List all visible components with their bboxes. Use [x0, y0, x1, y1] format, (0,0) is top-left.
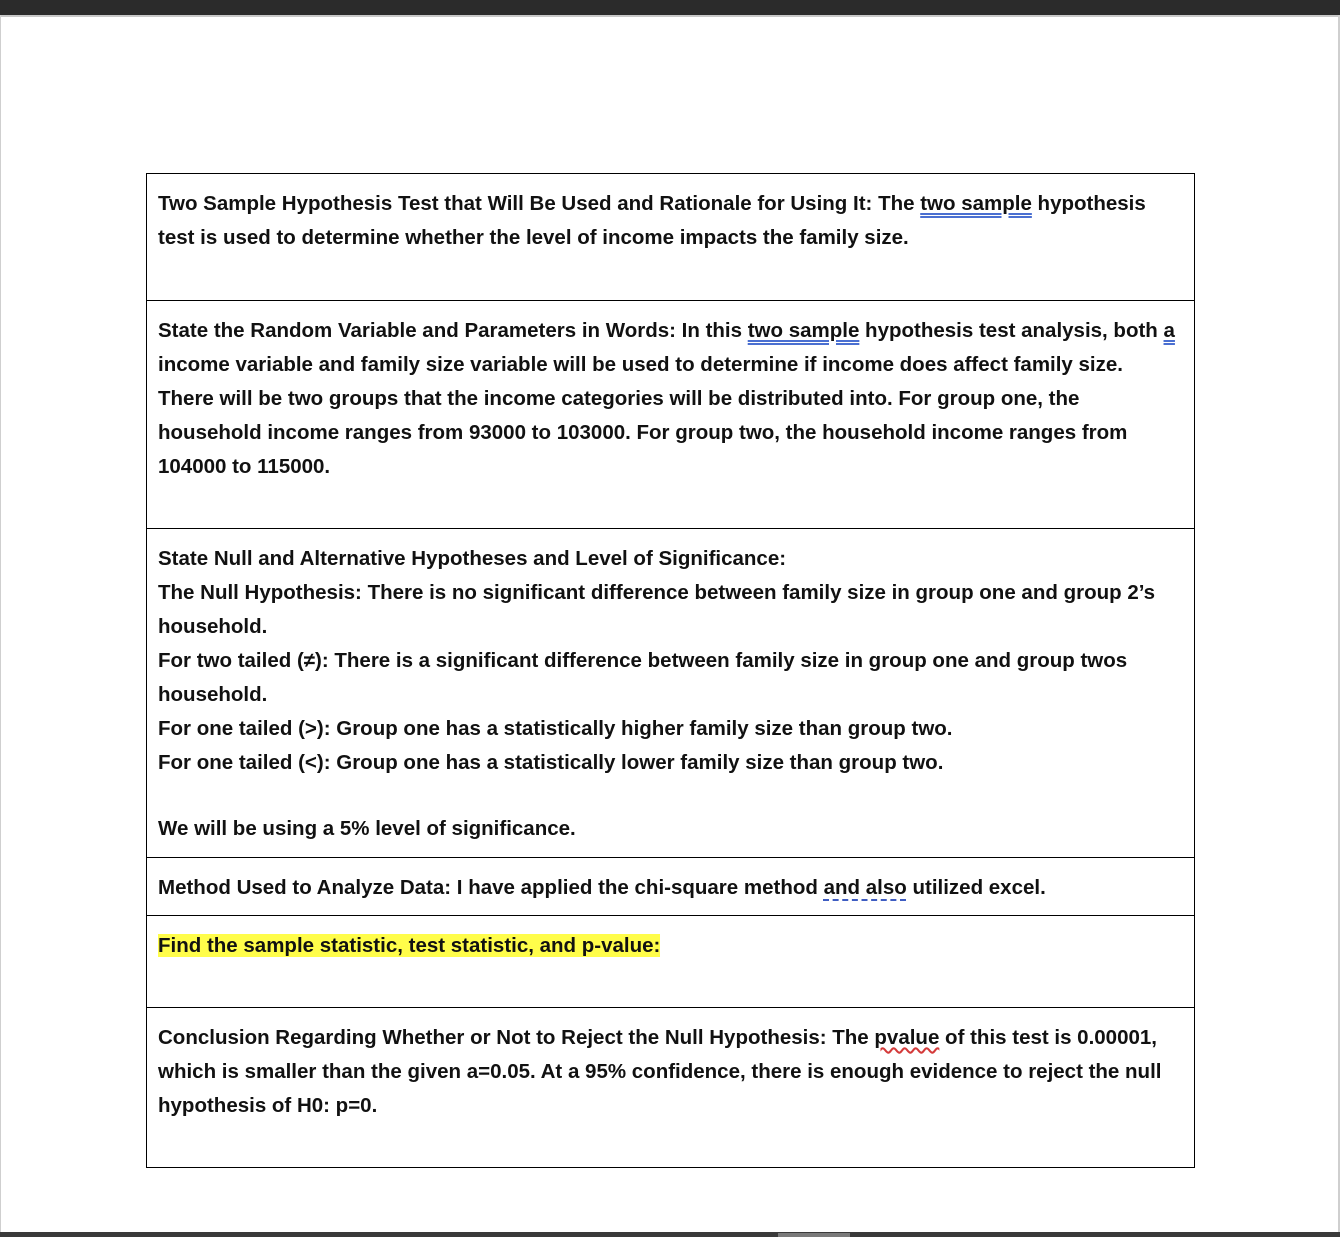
window-top-bar: [0, 0, 1340, 15]
conclusion-cell: [147, 1008, 1194, 1167]
conclusion-text: [158, 1021, 1182, 1123]
window-top-edge: [0, 15, 1340, 17]
conclusion-label: Conclusion Regarding Whether or Not to Reject the Null Hypothesis:: [158, 1026, 827, 1049]
horizontal-scroll-thumb[interactable]: [778, 1233, 850, 1237]
method-cell: [147, 858, 1194, 916]
text-run: The: [872, 192, 921, 215]
method-text: [158, 871, 1182, 905]
text-run: income variable and family size variable will be used to determine if income does affect family size. There will be two groups that the income categories will be distributed into. For group one, the household income ranges from 93000 to 103000. For group two, the household income ranges from 104000 to 115000.: [158, 353, 1128, 478]
hypotheses-cell: [147, 529, 1194, 858]
random-variable-cell: [147, 301, 1194, 529]
assignment-table: [146, 173, 1195, 1168]
random-variable-label: State the Random Variable and Parameters in Words:: [158, 319, 676, 342]
spelling-flag[interactable]: pvalue: [874, 1026, 940, 1049]
method-label: Method Used to Analyze Data:: [158, 876, 452, 899]
one-tailed-greater-text: For one tailed (>): Group one has a statistically higher family size than group two.: [158, 717, 953, 740]
grammar-flag[interactable]: and also: [823, 876, 907, 899]
test-rationale-cell: [147, 174, 1194, 301]
sample-statistic-cell: [147, 916, 1194, 1008]
null-hypothesis-text: The Null Hypothesis: There is no significant difference between family size in group one and group 2’s household.: [158, 581, 1156, 638]
test-rationale-label: Two Sample Hypothesis Test that Will Be Used and Rationale for Using It:: [158, 192, 873, 215]
text-run: hypothesis test is used to determine whether the level of income impacts the family size.: [158, 192, 1146, 249]
text-run: of this test is 0.00001, which is smaller than the given a=0.05. At a 95% confidence, there is enough evidence to reject the null hypothesis of H0: p=0.: [158, 1026, 1162, 1117]
text-run: In this: [675, 319, 748, 342]
one-tailed-less-text: For one tailed (<): Group one has a statistically lower family size than group two.: [158, 751, 944, 774]
grammar-flag[interactable]: two sample: [747, 319, 860, 342]
test-rationale-text: [158, 187, 1182, 255]
window-bottom-bar: [0, 1232, 1340, 1237]
text-run: I have applied the chi-square method: [451, 876, 824, 899]
text-run: The: [826, 1026, 875, 1049]
significance-text: We will be using a 5% level of significance.: [158, 817, 576, 840]
grammar-flag[interactable]: two sample: [920, 192, 1032, 215]
blank-line: [158, 780, 1182, 812]
hypotheses-label: State Null and Alternative Hypotheses and Level of Significance:: [158, 547, 787, 570]
page-left-edge: [0, 15, 1, 1232]
text-run: hypothesis test analysis, both: [859, 319, 1164, 342]
sample-statistic-label: Find the sample statistic, test statistic, and p-value:: [158, 934, 661, 957]
random-variable-text: [158, 314, 1182, 484]
text-run: utilized excel.: [906, 876, 1046, 899]
two-tailed-text: For two tailed (≠): There is a significant difference between family size in group one and group twos household.: [158, 649, 1128, 706]
grammar-flag[interactable]: a: [1163, 319, 1175, 342]
